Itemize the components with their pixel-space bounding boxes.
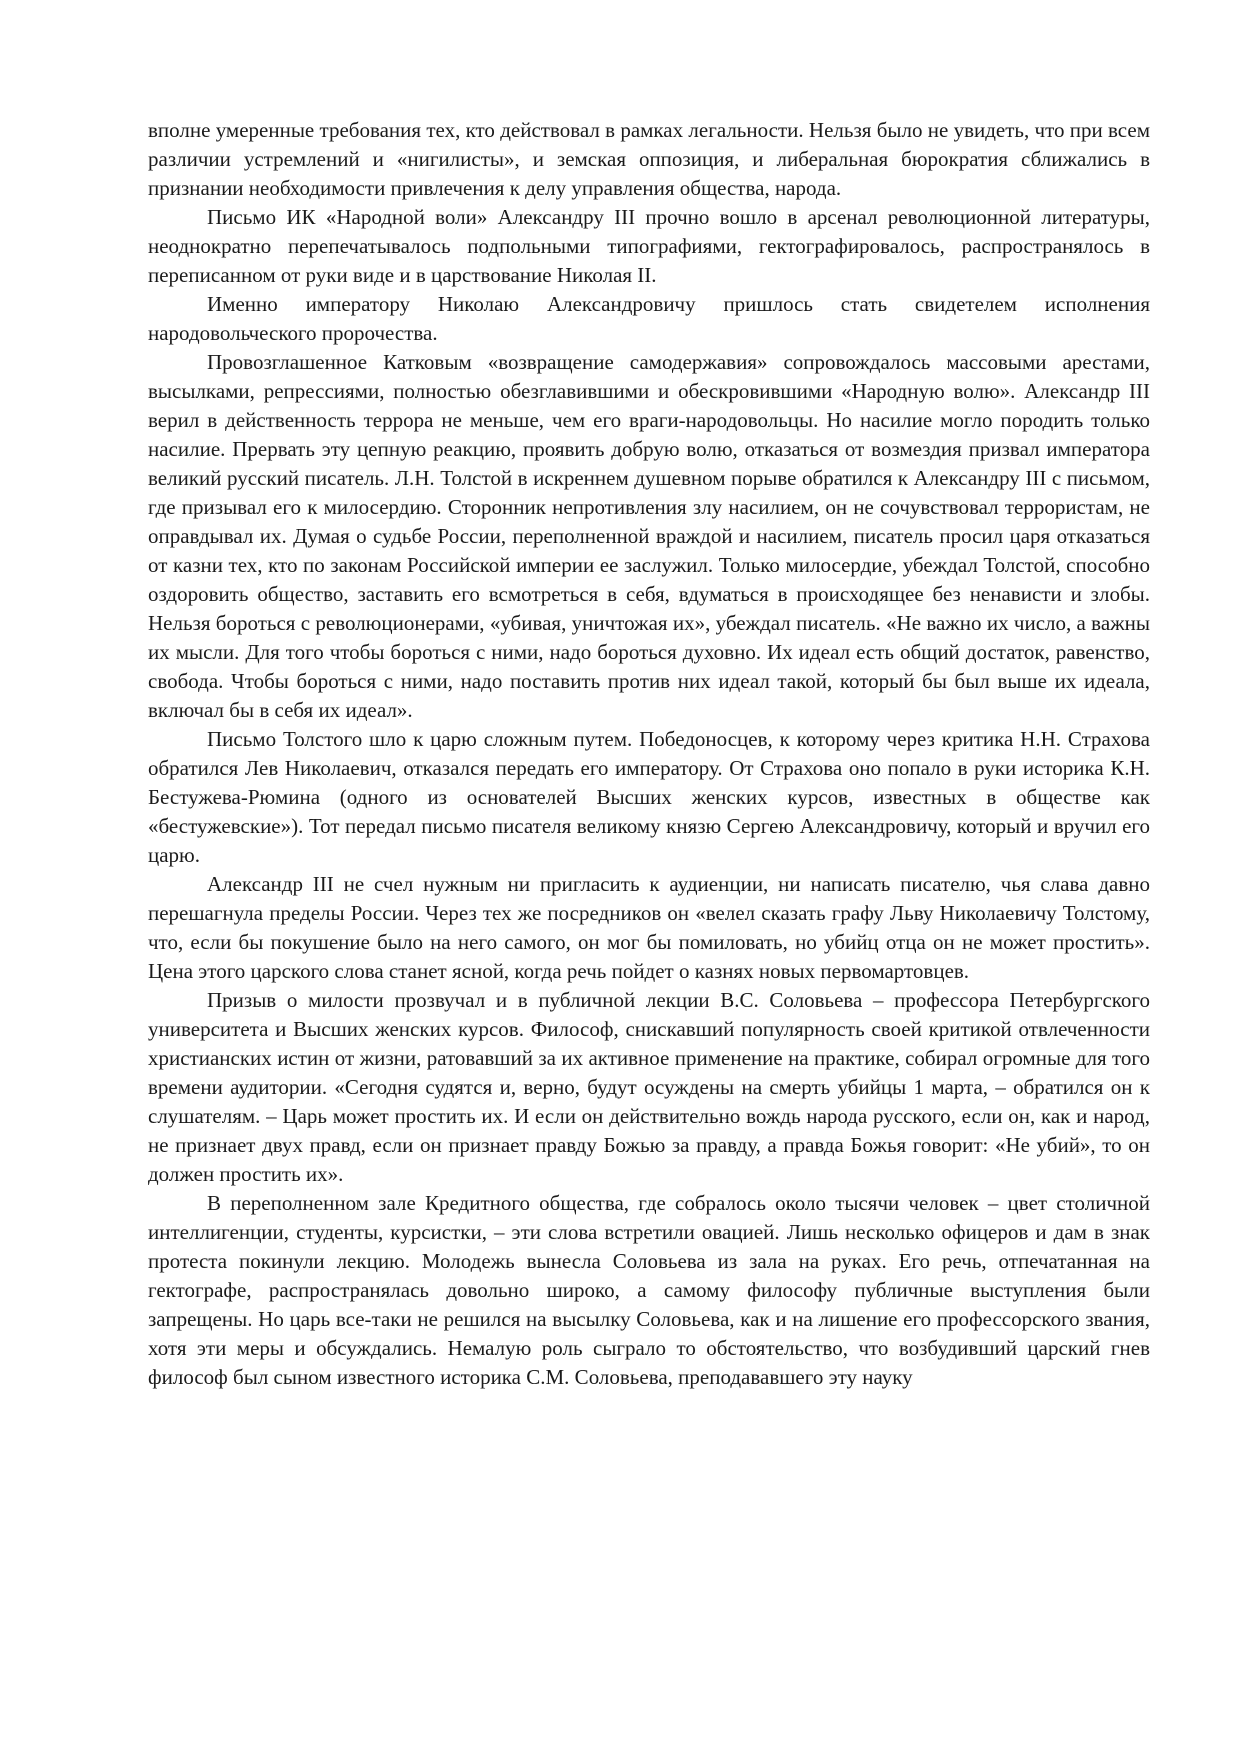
paragraph-4: Провозглашенное Катковым «возвращение самодержавия» сопровождалось массовыми арестами, высылками, репрессиями, полностью обезглавившими и обескровившими «Народную волю». Александр III верил в действенность террора не меньше, чем его враги-народовольцы. Но насилие могло породить только насилие. Прервать эту цепную реакцию, проявить добрую волю, отказаться от возмездия призвал императора великий русский писатель. Л.Н. Толстой в искреннем душевном порыве обратился к Александру III с письмом, где призывал его к милосердию. Сторонник непротивления злу насилием, он не сочувствовал террористам, не оправдывал их. Думая о судьбе России, переполненной враждой и насилием, писатель просил царя отказаться от казни тех, кто по законам Российской империи ее заслужил. Только милосердие, убеждал Толстой, способно оздоровить общество, заставить его всмотреться в себя, вдуматься в происходящее без ненависти и злобы. Нельзя бороться с революционерами, «убивая, уничтожая их», убеждал писатель. «Не важно их число, а важны их мысли. Для того чтобы бороться с ними, надо бороться духовно. Их идеал есть общий достаток, равенство, свобода. Чтобы бороться с ними, надо поставить против них идеал такой, который бы был выше их идеала, включал бы в себя их идеал». (148, 350, 1150, 722)
paragraph-6: Александр III не счел нужным ни пригласить к аудиенции, ни написать писателю, чья слава давно перешагнула пределы России. Через тех же посредников он «велел сказать графу Льву Николаевичу Толстому, что, если бы покушение было на него самого, он мог бы помиловать, но убийц отца он не может простить». Цена этого царского слова станет ясной, когда речь пойдет о казнях новых первомартовцев. (148, 872, 1150, 983)
paragraph-8: В переполненном зале Кредитного общества, где собралось около тысячи человек – цвет столичной интеллигенции, студенты, курсистки, – эти слова встретили овацией. Лишь несколько офицеров и дам в знак протеста покинули лекцию. Молодежь вынесла Соловьева из зала на руках. Его речь, отпечатанная на гектографе, распространялась довольно широко, а самому философу публичные выступления были запрещены. Но царь все-таки не решился на высылку Соловьева, как и на лишение его профессорского звания, хотя эти меры и обсуждались. Немалую роль сыграло то обстоятельство, что возбудивший царский гнев философ был сыном известного историка С.М. Соловьева, преподававшего эту науку (148, 1191, 1150, 1389)
paragraph-1: вполне умеренные требования тех, кто действовал в рамках легальности. Нельзя было не увидеть, что при всем различии устремлений и «нигилисты», и земская оппозиция, и либеральная бюрократия сближались в признании необходимости привлечения к делу управления общества, народа. (148, 118, 1150, 200)
paragraph-2: Письмо ИК «Народной воли» Александру III прочно вошло в арсенал революционной литературы, неоднократно перепечатывалось подпольными типографиями, гектографировалось, распространялось в переписанном от руки виде и в царствование Николая II. (148, 205, 1150, 287)
document-page (148, 116, 1150, 1392)
paragraph-7: Призыв о милости прозвучал и в публичной лекции В.С. Соловьева – профессора Петербургского университета и Высших женских курсов. Философ, снискавший популярность своей критикой отвлеченности христианских истин от жизни, ратовавший за их активное применение на практике, собирал огромные для того времени аудитории. «Сегодня судятся и, верно, будут осуждены на смерть убийцы 1 марта, – обратился он к слушателям. – Царь может простить их. И если он действительно вождь народа русского, если он, как и народ, не признает двух правд, если он признает правду Божью за правду, а правда Божья говорит: «Не убий», то он должен простить их». (148, 988, 1150, 1186)
paragraph-5: Письмо Толстого шло к царю сложным путем. Победоносцев, к которому через критика Н.Н. Страхова обратился Лев Николаевич, отказался передать его императору. От Страхова оно попало в руки историка К.Н. Бестужева-Рюмина (одного из основателей Высших женских курсов, известных в обществе как «бестужевские»). Тот передал письмо писателя великому князю Сергею Александровичу, который и вручил его царю. (148, 727, 1150, 867)
paragraph-3: Именно императору Николаю Александровичу пришлось стать свидетелем исполнения народовольческого пророчества. (148, 292, 1150, 345)
